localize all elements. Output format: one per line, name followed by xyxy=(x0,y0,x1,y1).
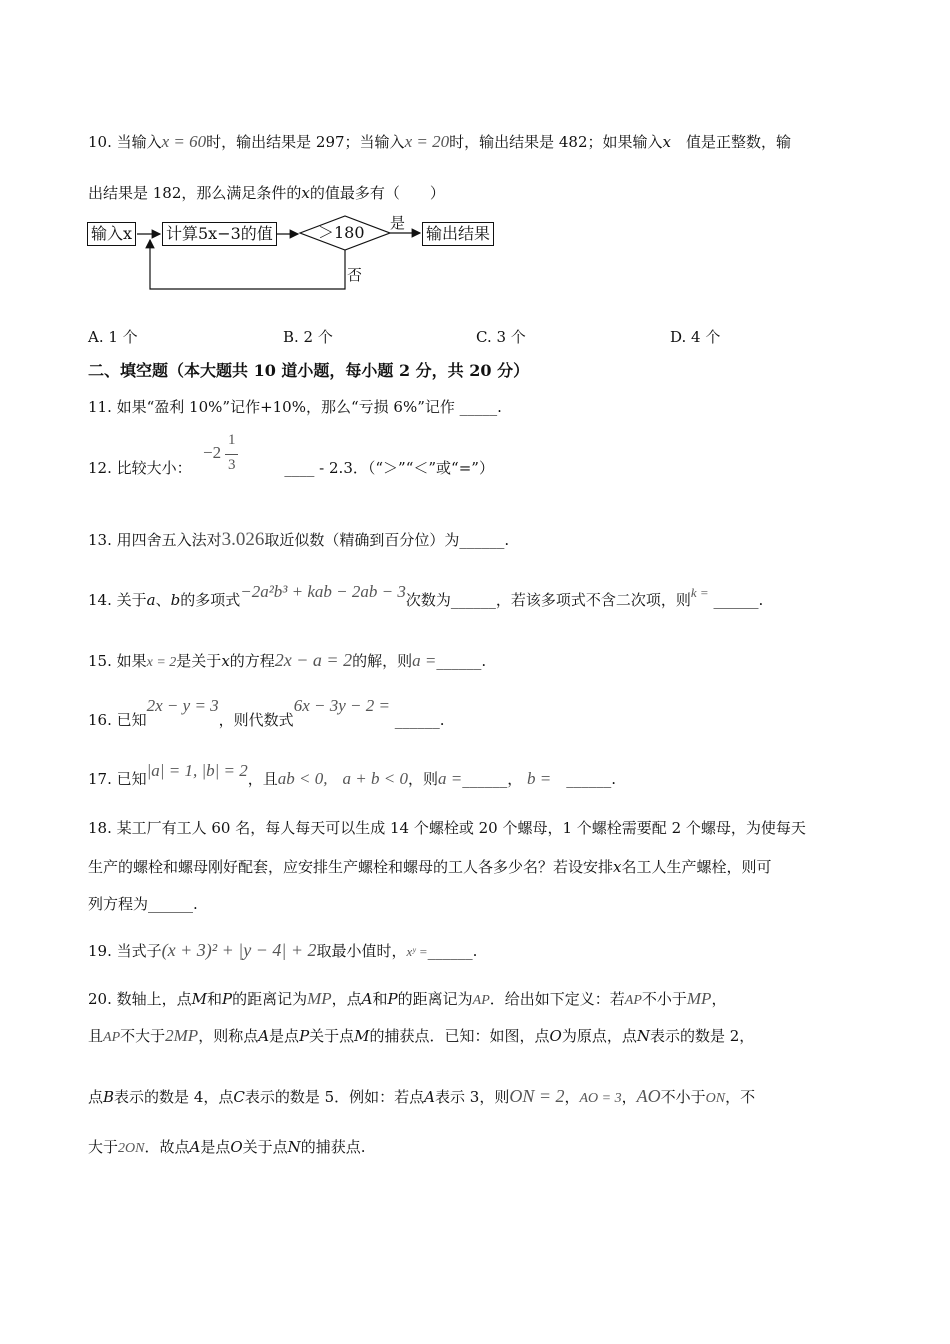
math: |a| = 1, |b| = 2 xyxy=(146,761,248,780)
text: 表示的数是 5．例如：若点 xyxy=(244,1088,425,1106)
text: 取近似数（精确到百分位）为______. xyxy=(264,531,510,549)
text: ．故点 xyxy=(144,1138,190,1156)
text: ， xyxy=(711,990,727,1008)
text: 值是正整数，输 xyxy=(685,133,791,151)
var: b xyxy=(170,591,181,609)
var: P xyxy=(387,990,398,1008)
q12 xyxy=(88,458,494,478)
var: N xyxy=(636,1027,650,1045)
var: A xyxy=(258,1027,270,1045)
text: 生产的螺栓和螺母刚好配套，应安排生产螺栓和螺母的工人各多少名？若设安排 xyxy=(88,858,614,876)
q13 xyxy=(88,530,509,550)
text: 为原点，点 xyxy=(561,1027,637,1045)
text: 的值最多有（ ） xyxy=(309,184,445,202)
text: 是点 xyxy=(200,1138,231,1156)
text: ，则 xyxy=(407,770,438,788)
q16 xyxy=(88,696,445,730)
var: M xyxy=(191,990,207,1008)
q18-line3: 列方程为______. xyxy=(88,895,198,913)
q20-line1 xyxy=(88,989,726,1011)
math: 6x − 3y − 2 = xyxy=(293,696,390,715)
text: ______. xyxy=(427,942,478,960)
var: B xyxy=(103,1088,115,1106)
text: 13. 用四舍五入法对 xyxy=(88,531,222,549)
flowchart xyxy=(0,0,950,300)
var: P xyxy=(299,1027,310,1045)
option-a: A. 1 个 xyxy=(88,328,138,346)
text: 点 xyxy=(88,1088,104,1106)
math: k = xyxy=(690,585,709,600)
text: ，则代数式 xyxy=(218,711,294,729)
text: 名工人生产螺栓，则可 xyxy=(621,858,772,876)
text: 14. 关于 xyxy=(88,591,147,609)
text: 时，输出结果是 297；当输入 xyxy=(206,133,405,151)
math: AP xyxy=(472,993,490,1008)
math: AP xyxy=(103,1030,121,1045)
arrow-no-loop xyxy=(150,240,345,289)
text: 、 xyxy=(155,591,171,609)
text: 19. 当式子 xyxy=(88,942,162,960)
var: O xyxy=(230,1138,243,1156)
text: 次数为______，若该多项式不含二次项，则 xyxy=(405,591,691,609)
q20-line4 xyxy=(88,1137,366,1159)
var: x xyxy=(662,133,671,151)
q15 xyxy=(88,650,486,673)
flow-yes-label: 是 xyxy=(390,214,406,232)
text: ，且 xyxy=(247,770,278,788)
q19 xyxy=(88,940,477,962)
q12-mixed-number xyxy=(203,432,243,478)
text: ______. xyxy=(394,711,445,729)
text: 16. 已知 xyxy=(88,711,147,729)
text: 10. 当输入 xyxy=(88,133,162,151)
text: ， xyxy=(621,1088,637,1106)
text: 的距离记为 xyxy=(397,990,473,1008)
text: 不小于 xyxy=(641,990,687,1008)
var: a xyxy=(146,591,156,609)
text: ______. xyxy=(566,770,617,788)
var: x xyxy=(221,652,230,670)
flow-compute-box: 计算5x−3的值 xyxy=(162,222,277,246)
option-b: B. 2 个 xyxy=(283,328,333,346)
text: 表示 3，则 xyxy=(435,1088,510,1106)
text: ．给出如下定义：若 xyxy=(489,990,625,1008)
math: AO xyxy=(636,1086,661,1106)
text: 不大于 xyxy=(120,1027,166,1045)
math: AP xyxy=(624,993,642,1008)
var: A xyxy=(189,1138,201,1156)
text: 表示的数是 4，点 xyxy=(114,1088,234,1106)
q17 xyxy=(88,761,617,789)
text: 的捕获点. xyxy=(300,1138,366,1156)
math: AO = 3 xyxy=(579,1091,622,1106)
q11: 11. 如果“盈利 10%”记作+10%，那么“亏损 6%”记作 _____. xyxy=(88,398,502,416)
text: 的多项式 xyxy=(180,591,241,609)
text: 的距离记为 xyxy=(232,990,308,1008)
text: 关于点 xyxy=(242,1138,288,1156)
text: 是关于 xyxy=(176,652,222,670)
var: x xyxy=(613,858,622,876)
math: 2x − a = 2 xyxy=(274,650,353,670)
var: A xyxy=(361,990,373,1008)
math: MP xyxy=(307,989,332,1008)
text: ______. xyxy=(713,591,764,609)
text: ____ - 2.3．（“＞”“＜”或“=”） xyxy=(284,459,494,477)
math: 2MP xyxy=(165,1026,199,1045)
var: C xyxy=(233,1088,245,1106)
math: a = xyxy=(412,651,437,670)
math: MP xyxy=(686,989,712,1008)
text: 关于点 xyxy=(309,1027,355,1045)
q20-line3 xyxy=(88,1086,755,1109)
q18-line2 xyxy=(88,857,772,877)
flow-output-box: 输出结果 xyxy=(422,222,494,246)
text: 表示的数是 2， xyxy=(650,1027,755,1045)
text: 出结果是 182，那么满足条件的 xyxy=(88,184,302,202)
flow-condition: ＞180 xyxy=(318,223,365,242)
math: ON xyxy=(705,1091,726,1106)
text: 且 xyxy=(88,1027,104,1045)
text: 是点 xyxy=(269,1027,300,1045)
math: a + b < 0 xyxy=(342,769,408,788)
math: b = xyxy=(527,769,552,788)
section-title: 二、填空题（本大题共 10 道小题，每小题 2 分，共 20 分） xyxy=(88,361,530,380)
flow-input-box: 输入x xyxy=(87,222,136,246)
text: ______， xyxy=(462,770,523,788)
var: N xyxy=(287,1138,301,1156)
var: O xyxy=(549,1027,562,1045)
math: ON = 2 xyxy=(509,1086,565,1106)
text: 时，输出结果是 482；如果输入 xyxy=(449,133,663,151)
math: x = 60 xyxy=(161,132,207,151)
math: x = 2 xyxy=(146,655,177,670)
text: ______. xyxy=(436,652,487,670)
whole: −2 xyxy=(203,443,222,462)
text: 17. 已知 xyxy=(88,770,147,788)
fraction-bar xyxy=(225,454,238,455)
q20-line2 xyxy=(88,1026,754,1048)
math: ab < 0, xyxy=(277,769,328,788)
text: 大于 xyxy=(88,1138,119,1156)
math: 2x − y = 3 xyxy=(146,696,219,715)
text: 不小于 xyxy=(660,1088,706,1106)
denominator: 3 xyxy=(228,457,236,473)
flow-no-label: 否 xyxy=(347,266,363,284)
text: 的捕获点．已知：如图，点 xyxy=(369,1027,550,1045)
option-c: C. 3 个 xyxy=(476,328,526,346)
math: a = xyxy=(438,769,463,788)
var: A xyxy=(424,1088,436,1106)
text: 20. 数轴上，点 xyxy=(88,990,192,1008)
var: M xyxy=(354,1027,370,1045)
math: −2a²b³ + kab − 2ab − 3 xyxy=(240,582,406,601)
math: 3.026 xyxy=(221,529,265,550)
math: 2ON xyxy=(118,1141,145,1156)
var: P xyxy=(222,990,233,1008)
text: 12. 比较大小： xyxy=(88,459,192,477)
text: 15. 如果 xyxy=(88,652,147,670)
math: (x + 3)² + |y − 4| + 2 xyxy=(161,940,317,960)
text: 的方程 xyxy=(229,652,275,670)
text: 和 xyxy=(372,990,388,1008)
text: ，点 xyxy=(331,990,362,1008)
math: xʸ = xyxy=(406,944,428,959)
q14 xyxy=(88,582,764,611)
numerator: 1 xyxy=(228,432,236,448)
text: ， xyxy=(564,1088,580,1106)
flowchart-lines xyxy=(0,0,950,300)
text: ，则称点 xyxy=(198,1027,259,1045)
text: 取最小值时， xyxy=(316,942,407,960)
q18-line1: 18. 某工厂有工人 60 名，每人每天可以生成 14 个螺栓或 20 个螺母，1 个螺栓需要配 2 个螺母，为使每天 xyxy=(88,819,806,837)
math: x = 20 xyxy=(404,132,450,151)
text: 的解，则 xyxy=(352,652,413,670)
text: ，不 xyxy=(725,1088,756,1106)
text: 和 xyxy=(206,990,222,1008)
option-d: D. 4 个 xyxy=(670,328,721,346)
var: x xyxy=(301,184,310,202)
